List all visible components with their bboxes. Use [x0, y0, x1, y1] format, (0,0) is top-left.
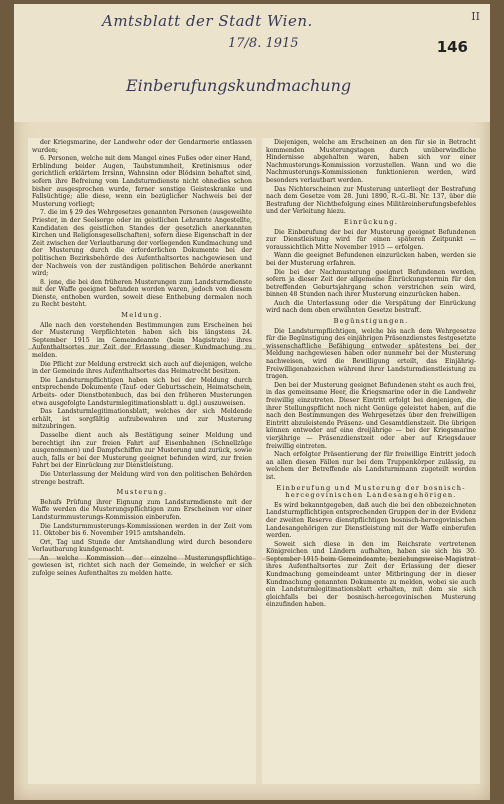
fold-line: [28, 348, 256, 350]
fold-line: [262, 558, 480, 560]
clipping-right-column: [262, 138, 480, 784]
paragraph: Die Pflicht zur Meldung erstreckt sich auch auf diejenigen, welche in der Gemeinde ihres Aufenthaltsortes das Heimatrecht besitzen.: [32, 360, 252, 376]
fold-line: [262, 348, 480, 350]
paragraph: 6. Personen, welche mit dem Mangel eines Fußes oder einer Hand, Erblindung beider Augen, Taubstummheit, Kretinismus oder gerichtlich erklärtem Irrsinn, Wahnsinn oder Blödsinn behaftet sind, sofern ihre Befreiung vom Landsturmdienste nicht ohnedies schon bisher ausgesprochen wurde, ferner sonstige Geisteskranke und Fallsüchtige; alle diese, wenn ein bezüglicher Nachweis bei der Musterung vorliegt;: [32, 155, 252, 208]
paragraph: Den bei der Musterung geeignet Befundenen steht es auch frei, in das gemeinsame Heer, die Kriegsmarine oder in die Landwehr freiwillig einzutreten. Dieser Eintritt erfolgt bei denjenigen, die ihrer Stellungspflicht noch nicht Genüge geleistet haben, auf die nach den Bestimmungen des Wehrgesetzes über den freiwilligen Eintritt abzuleistende Präsenz- und Gesamtdienstzeit. Die übrigen können entweder auf eine dreijährige — bei der Kriegsmarine vierjährige — Präsenzdienstzeit oder aber auf Kriegsdauer freiwillig eintreten.: [266, 381, 476, 450]
section-heading: Einrückung.: [343, 217, 399, 226]
handwritten-source-note: Amtsblatt der Stadt Wien.: [102, 12, 313, 30]
fold-line: [28, 558, 256, 560]
paragraph: Die Landsturmmusterungs-Kommissionen werden in der Zeit vom 11. Oktober bis 6. November 1915 amtshandeln.: [32, 522, 252, 538]
handwritten-title: Einberufungskundmachung: [126, 76, 352, 95]
paragraph: Diejenigen, welche am Erscheinen an den für sie in Betracht kommenden Musterungstagen durch unüberwindliche Hindernisse abgehalten waren, haben sich vor einer Nachmusterungs-Kommission vorzustellen. Wann und wo die Nachmusterungs-Kommissionen funktionieren werden, wird besonders verlautbart werden.: [266, 139, 476, 184]
right-column-text: [262, 138, 480, 611]
page-number: 146: [436, 38, 468, 56]
newspaper-page: [14, 4, 490, 800]
paragraph: Auch die Unterlassung oder die Verspätung der Einrückung wird nach dem oben erwähnten Gesetze bestraft.: [266, 299, 476, 315]
section-heading: Meldung.: [121, 311, 163, 320]
paragraph: Die Unterlassung der Meldung wird von den politischen Behörden strenge bestraft.: [32, 470, 252, 486]
handwritten-date: 17/8. 1915: [228, 36, 299, 51]
clipping-left-column: [28, 138, 256, 784]
paragraph: 7. die im § 29 des Wehrgesetzes genannten Personen (ausgeweihte Priester, in der Seelsorge oder im geistlichen Lehramte Angestellte, Kandidaten des geistlichen Standes der gesetzlich anerkannten Kirchen und Religionsgesellschaften), sofern diese Eigenschaft in der Zeit zwischen der Verlautbarung der vorliegenden Kundmachung und der Musterung durch die erforderlichen Dokumente bei der politischen Bezirksbehörde des Aufenthaltsortes nachgewiesen und der Nachweis von der zuständigen politischen Behörde anerkannt wird;: [32, 209, 252, 278]
section-heading: Begünstigungen.: [333, 317, 409, 326]
left-column-text: [28, 138, 256, 580]
paragraph: Nach erfolgter Präsentierung der für freiwillige Eintritt jedoch an allen diesen Fällen nur bei dem Truppenkörper zulässig, zu welchem der Betreffende als Landsturmmann zugeteilt worden ist.: [266, 451, 476, 481]
paragraph: Die Landsturmpflichtigen haben sich bei der Meldung durch entsprechende Dokumente (Tauf- oder Geburtsschein, Heimatschein, Arbeits- oder Dienstbotenbuch, das bei den früheren Musterungen etwa ausgefolgte Landsturmlegitimationsblatt u. dgl.) auszuweisen.: [32, 376, 252, 407]
paragraph: Ort, Tag und Stunde der Amtshandlung wird durch besondere Verlautbarung kundgemacht.: [32, 538, 252, 554]
paragraph: An welche Kommission der einzelne Musterungspflichtige gewiesen ist, richtet sich nach der Gemeinde, in welcher er sich zufolge seines Aufenthaltes zu melden hatte.: [32, 554, 252, 578]
paragraph: Das Landsturmlegitimationsblatt, welches der sich Meldende erhält, ist sorgfältig aufzubewahren und zur Musterung mitzubringen.: [32, 408, 252, 431]
section-heading: Musterung.: [116, 488, 168, 497]
paragraph: Dasselbe dient auch als Bestätigung seiner Meldung und berechtigt ihn zur freien Fahrt auf Eisenbahnen (Schnellzüge ausgenommen) und Dampfschiffen zur Musterung und zurück, sowie auch, falls er bei der Musterung geeignet befunden wird, zur freien Fahrt bei der Einrückung zur Dienstleistung.: [32, 431, 252, 470]
paragraph: der Kriegsmarine, der Landwehr oder der Gendarmerie entlassen wurden;: [32, 139, 252, 154]
paragraph: Die bei der Nachmusterung geeignet Befundenen werden, sofern ja dieser Zeit der allgemeine Einrückungstermin für den betreffenden Geburtsjahrgang schon verstrichen sein wird, binnen 48 Stunden nach ihrer Musterung einzurücken haben.: [266, 268, 476, 299]
paragraph: 8. jene, die bei den früheren Musterungen zum Landsturmdienste mit der Waffe geeignet befunden worden waren, jedoch von diesem Dienste, enthoben wurden, soweit diese Enthebung dermalen noch zu Recht besteht.: [32, 278, 252, 309]
paragraph: Alle nach den vorstehenden Bestimmungen zum Erscheinen bei der Musterung Verpflichteten haben sich bis längstens 24. September 1915 im Gemeindeamte (beim Magistrate) ihres Aufenthaltsortes zur Zeit der Erlassung dieser Kundmachung zu melden.: [32, 321, 252, 360]
section-heading: Einberufung und Musterung der bosnisch-hercegovinischen Landesangehörigen.: [276, 483, 466, 500]
roman-numeral: II: [471, 10, 480, 23]
paragraph: Die Landsturmpflichtigen, welche bis nach dem Wehrgesetze für die Begünstigung des einjährigen Präsenzdienstes festgesetzte wissenschaftliche Befähigung entweder spätestens bei der Meldung nachgewiesen haben oder nunmehr bei der Musterung nachweisen, wird die Bewilligung erteilt, das Einjährig-Freiwilligenabzeichen während ihrer Landsturmdienstleistung zu tragen.: [266, 327, 476, 381]
paragraph: Die Einberufung der bei der Musterung geeignet Befundenen zur Dienstleistung wird für einen späteren Zeitpunkt — voraussichtlich Mitte November 1915 — erfolgen.: [266, 228, 476, 251]
paragraph: Behufs Prüfung ihrer Eignung zum Landsturmdienste mit der Waffe werden die Musterungspflichtigen zum Erscheinen vor einer Landsturmmusterungs-Kommission einberufen.: [32, 498, 252, 521]
paragraph: Soweit sich diese in den im Reichsrate vertretenen Königreichen und Ländern aufhalten, haben sie sich bis 30. September 1915 beim Gemeindeamte, beziehungsweise Magistrat ihres Aufenthaltsortes zur Zeit der Erlassung der dieser Kundmachung gemeindeamt unter Mitbringung der in dieser Kundmachung genannten Dokumente zu melden, wobei sie auch ein Landsturmlegitimationsblatt erhalten, mit dem sie sich gleichfalls bei der bosnisch-hercegovinischen Musterung einzufinden haben.: [266, 540, 476, 609]
paragraph: Das Nichterscheinen zur Musterung unterliegt der Bestrafung nach dem Gesetze vom 28. Juni 1890, R.-G.-Bl. Nr. 137, über die Bestrafung der Nichtbefolgung eines Militäreinberufungsbefehles und der Verleitung hiezu.: [266, 185, 476, 216]
paragraph: Wann die geeignet Befundenen einzurücken haben, werden sie bei der Musterung erfahren.: [266, 252, 476, 267]
paragraph: Es wird bekanntgegeben, daß auch die bei den obbezeichneten Landsturmpflichtigen entsprechenden Gruppen der in der Evidenz der zweiten Reserve dienstpflichtigen bosnisch-hercegovinischen Landesangehörigen zur Dienstleistung mit der Waffe einberufen werden.: [266, 501, 476, 540]
